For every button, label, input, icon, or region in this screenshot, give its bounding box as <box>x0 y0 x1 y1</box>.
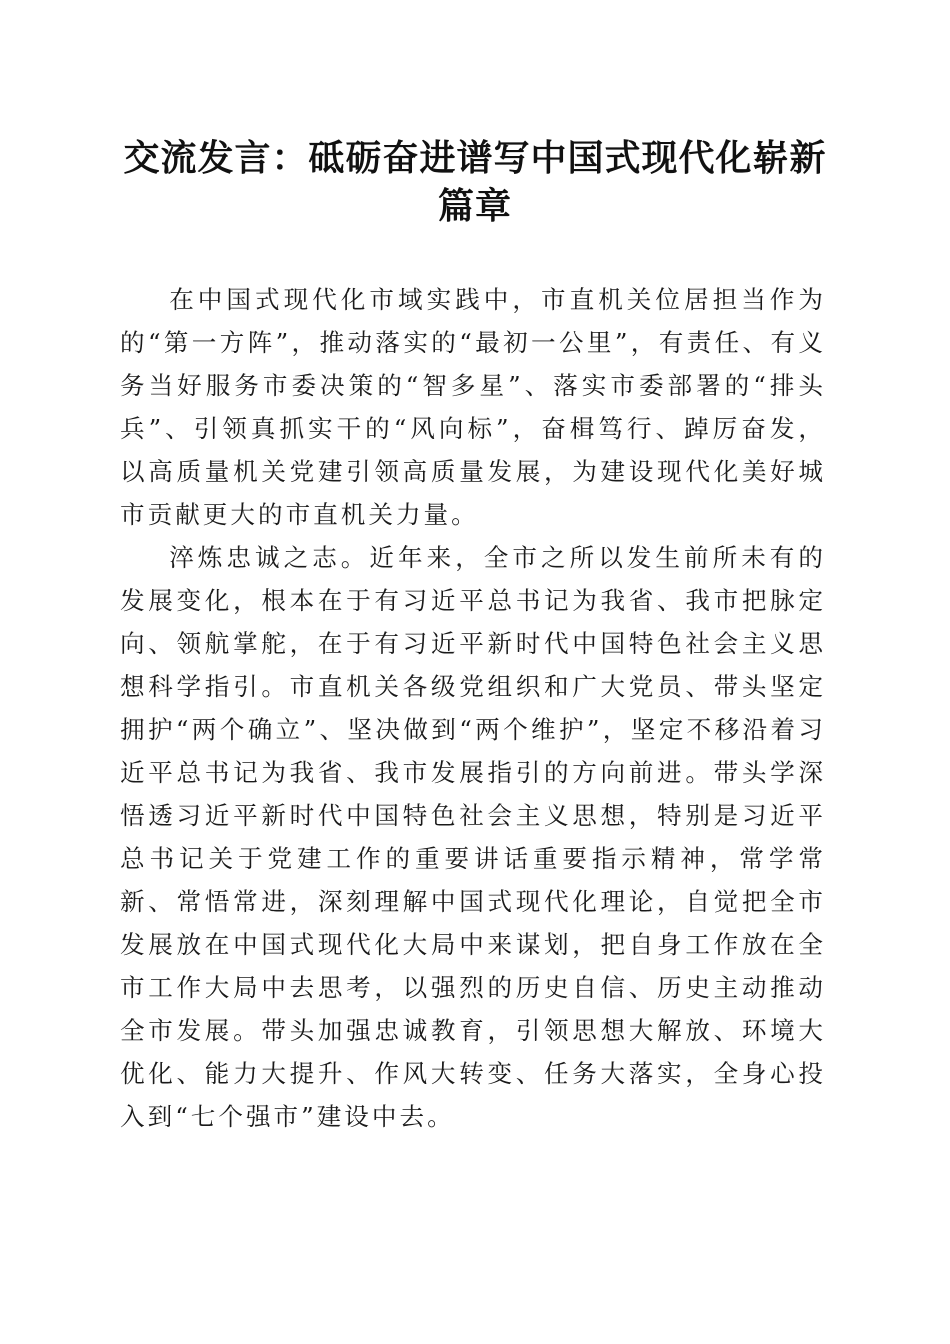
document-title: 交流发言：砥砺奋进谱写中国式现代化崭新篇章 <box>123 137 827 227</box>
paragraph-loyalty: 淬炼忠诚之志。近年来，全市之所以发生前所未有的发展变化，根本在于有习近平总书记为我省、我市把脉定向、领航掌舵，在于有习近平新时代中国特色社会主义思想科学指引。市直机关各级党组织和广大党员、带头坚定拥护“两个确立”、坚决做到“两个维护”，坚定不移沿着习近平总书记为我省、我市发展指引的方向前进。带头学深悟透习近平新时代中国特色社会主义思想，特别是习近平总书记关于党建工作的重要讲话重要指示精神，常学常新、常悟常进，深刻理解中国式现代化理论，自觉把全市发展放在中国式现代化大局中来谋划，把自身工作放在全市工作大局中去思考，以强烈的历史自信、历史主动推动全市发展。带头加强忠诚教育，引领思想大解放、环境大优化、能力大提升、作风大转变、任务大落实，全身心投入到“七个强市”建设中去。 <box>120 543 826 1131</box>
paragraph-intro: 在中国式现代化市域实践中，市直机关位居担当作为的“第一方阵”，推动落实的“最初一公里”，有责任、有义务当好服务市委决策的“智多星”、落实市委部署的“排头兵”、引领真抓实干的“风向标”，奋楫笃行、踔厉奋发，以高质量机关党建引领高质量发展，为建设现代化美好城市贡献更大的市直机关力量。 <box>120 285 826 529</box>
document-body <box>120 278 826 1138</box>
